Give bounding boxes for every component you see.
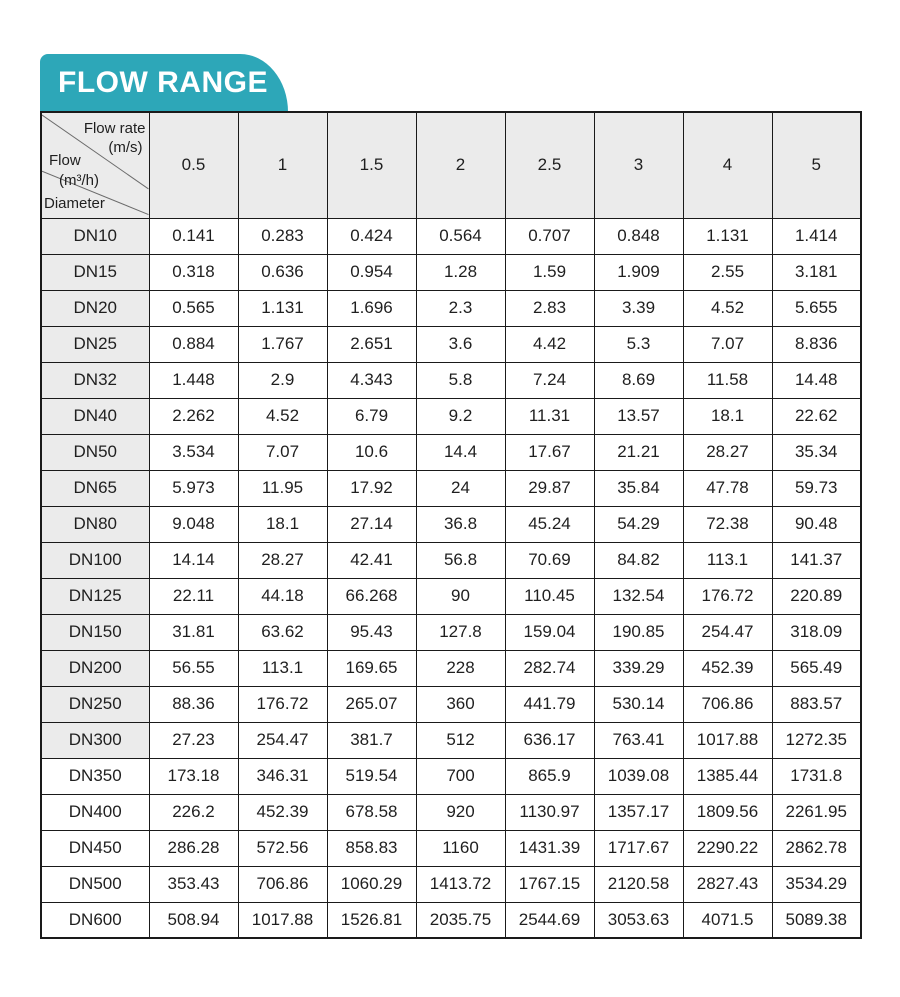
flow-value-cell: 2.262 bbox=[149, 398, 238, 434]
flow-value-cell: 18.1 bbox=[683, 398, 772, 434]
diameter-row-header: DN40 bbox=[41, 398, 149, 434]
flow-value-cell: 11.95 bbox=[238, 470, 327, 506]
diameter-row-header: DN200 bbox=[41, 650, 149, 686]
flow-value-cell: 1160 bbox=[416, 830, 505, 866]
flow-value-cell: 452.39 bbox=[238, 794, 327, 830]
flow-value-cell: 14.14 bbox=[149, 542, 238, 578]
flow-value-cell: 56.8 bbox=[416, 542, 505, 578]
flow-value-cell: 14.48 bbox=[772, 362, 861, 398]
flow-value-cell: 254.47 bbox=[683, 614, 772, 650]
flow-value-cell: 706.86 bbox=[238, 866, 327, 902]
diameter-row-header: DN500 bbox=[41, 866, 149, 902]
flow-value-cell: 47.78 bbox=[683, 470, 772, 506]
table-row bbox=[41, 794, 861, 830]
flow-value-cell: 2.55 bbox=[683, 254, 772, 290]
flow-value-cell: 5.973 bbox=[149, 470, 238, 506]
flow-value-cell: 572.56 bbox=[238, 830, 327, 866]
flow-value-cell: 282.74 bbox=[505, 650, 594, 686]
table-row bbox=[41, 506, 861, 542]
flow-value-cell: 920 bbox=[416, 794, 505, 830]
flow-value-cell: 865.9 bbox=[505, 758, 594, 794]
table-row bbox=[41, 902, 861, 938]
flow-value-cell: 0.318 bbox=[149, 254, 238, 290]
flow-rate-column-header: 1 bbox=[238, 112, 327, 218]
flow-rate-column-header: 2 bbox=[416, 112, 505, 218]
flow-value-cell: 176.72 bbox=[683, 578, 772, 614]
flow-value-cell: 6.79 bbox=[327, 398, 416, 434]
flow-value-cell: 4.52 bbox=[238, 398, 327, 434]
diameter-row-header: DN100 bbox=[41, 542, 149, 578]
table-row bbox=[41, 758, 861, 794]
flow-value-cell: 3.534 bbox=[149, 434, 238, 470]
flow-value-cell: 565.49 bbox=[772, 650, 861, 686]
diameter-label: Diameter bbox=[44, 194, 105, 212]
diameter-row-header: DN600 bbox=[41, 902, 149, 938]
flow-value-cell: 70.69 bbox=[505, 542, 594, 578]
diameter-row-header: DN250 bbox=[41, 686, 149, 722]
flow-value-cell: 858.83 bbox=[327, 830, 416, 866]
flow-value-cell: 190.85 bbox=[594, 614, 683, 650]
flow-rate-column-header: 4 bbox=[683, 112, 772, 218]
flow-value-cell: 176.72 bbox=[238, 686, 327, 722]
flow-value-cell: 2.9 bbox=[238, 362, 327, 398]
flow-range-banner bbox=[40, 54, 288, 112]
diameter-row-header: DN350 bbox=[41, 758, 149, 794]
flow-value-cell: 3.181 bbox=[772, 254, 861, 290]
table-row bbox=[41, 218, 861, 254]
flow-value-cell: 1.696 bbox=[327, 290, 416, 326]
flow-value-cell: 1357.17 bbox=[594, 794, 683, 830]
diameter-row-header: DN25 bbox=[41, 326, 149, 362]
table-row bbox=[41, 578, 861, 614]
flow-value-cell: 54.29 bbox=[594, 506, 683, 542]
flow-value-cell: 22.62 bbox=[772, 398, 861, 434]
flow-value-cell: 27.23 bbox=[149, 722, 238, 758]
flow-value-cell: 8.836 bbox=[772, 326, 861, 362]
flow-value-cell: 59.73 bbox=[772, 470, 861, 506]
flow-value-cell: 5.3 bbox=[594, 326, 683, 362]
flow-value-cell: 1.909 bbox=[594, 254, 683, 290]
table-row bbox=[41, 866, 861, 902]
flow-value-cell: 84.82 bbox=[594, 542, 683, 578]
table-row bbox=[41, 326, 861, 362]
flow-value-cell: 339.29 bbox=[594, 650, 683, 686]
flow-rate-column-header: 0.5 bbox=[149, 112, 238, 218]
flow-value-cell: 132.54 bbox=[594, 578, 683, 614]
flow-value-cell: 508.94 bbox=[149, 902, 238, 938]
diameter-row-header: DN50 bbox=[41, 434, 149, 470]
flow-value-cell: 21.21 bbox=[594, 434, 683, 470]
flow-value-cell: 0.424 bbox=[327, 218, 416, 254]
flow-value-cell: 1130.97 bbox=[505, 794, 594, 830]
flow-value-cell: 8.69 bbox=[594, 362, 683, 398]
flow-value-cell: 44.18 bbox=[238, 578, 327, 614]
flow-value-cell: 5.8 bbox=[416, 362, 505, 398]
flow-value-cell: 27.14 bbox=[327, 506, 416, 542]
flow-rate-column-header: 2.5 bbox=[505, 112, 594, 218]
flow-value-cell: 1731.8 bbox=[772, 758, 861, 794]
flow-value-cell: 2261.95 bbox=[772, 794, 861, 830]
flow-value-cell: 24 bbox=[416, 470, 505, 506]
flow-value-cell: 1017.88 bbox=[683, 722, 772, 758]
flow-value-cell: 1.767 bbox=[238, 326, 327, 362]
flow-value-cell: 90 bbox=[416, 578, 505, 614]
flow-value-cell: 0.564 bbox=[416, 218, 505, 254]
flow-value-cell: 0.707 bbox=[505, 218, 594, 254]
flow-value-cell: 2827.43 bbox=[683, 866, 772, 902]
flow-value-cell: 5089.38 bbox=[772, 902, 861, 938]
flow-value-cell: 700 bbox=[416, 758, 505, 794]
flow-value-cell: 286.28 bbox=[149, 830, 238, 866]
diameter-row-header: DN32 bbox=[41, 362, 149, 398]
flow-value-cell: 353.43 bbox=[149, 866, 238, 902]
flow-value-cell: 228 bbox=[416, 650, 505, 686]
flow-value-cell: 1.414 bbox=[772, 218, 861, 254]
flow-value-cell: 0.283 bbox=[238, 218, 327, 254]
flow-value-cell: 22.11 bbox=[149, 578, 238, 614]
flow-value-cell: 28.27 bbox=[683, 434, 772, 470]
flow-value-cell: 1039.08 bbox=[594, 758, 683, 794]
banner-title: FLOW RANGE bbox=[58, 66, 268, 99]
flow-value-cell: 1.59 bbox=[505, 254, 594, 290]
flow-value-cell: 1.28 bbox=[416, 254, 505, 290]
diameter-row-header: DN125 bbox=[41, 578, 149, 614]
flow-value-cell: 3.39 bbox=[594, 290, 683, 326]
flow-value-cell: 18.1 bbox=[238, 506, 327, 542]
flow-value-cell: 1767.15 bbox=[505, 866, 594, 902]
table-row bbox=[41, 542, 861, 578]
flow-value-cell: 7.24 bbox=[505, 362, 594, 398]
flow-value-cell: 1.131 bbox=[238, 290, 327, 326]
flow-value-cell: 2035.75 bbox=[416, 902, 505, 938]
flow-value-cell: 141.37 bbox=[772, 542, 861, 578]
flow-rate-column-header: 1.5 bbox=[327, 112, 416, 218]
flow-value-cell: 7.07 bbox=[238, 434, 327, 470]
flow-value-cell: 1431.39 bbox=[505, 830, 594, 866]
flow-value-cell: 636.17 bbox=[505, 722, 594, 758]
flow-value-cell: 220.89 bbox=[772, 578, 861, 614]
flow-value-cell: 1809.56 bbox=[683, 794, 772, 830]
diameter-row-header: DN450 bbox=[41, 830, 149, 866]
flow-value-cell: 763.41 bbox=[594, 722, 683, 758]
flow-value-cell: 36.8 bbox=[416, 506, 505, 542]
flow-value-cell: 72.38 bbox=[683, 506, 772, 542]
flow-rate-unit-label: (m/s) bbox=[108, 139, 143, 156]
flow-value-cell: 28.27 bbox=[238, 542, 327, 578]
flow-value-cell: 110.45 bbox=[505, 578, 594, 614]
flow-value-cell: 9.048 bbox=[149, 506, 238, 542]
table-row bbox=[41, 686, 861, 722]
diameter-row-header: DN300 bbox=[41, 722, 149, 758]
flow-value-cell: 127.8 bbox=[416, 614, 505, 650]
flow-value-cell: 2.651 bbox=[327, 326, 416, 362]
flow-value-cell: 226.2 bbox=[149, 794, 238, 830]
flow-value-cell: 265.07 bbox=[327, 686, 416, 722]
flow-value-cell: 11.31 bbox=[505, 398, 594, 434]
flow-value-cell: 42.41 bbox=[327, 542, 416, 578]
diameter-row-header: DN400 bbox=[41, 794, 149, 830]
flow-value-cell: 1272.35 bbox=[772, 722, 861, 758]
table-row bbox=[41, 434, 861, 470]
flow-value-cell: 95.43 bbox=[327, 614, 416, 650]
flow-value-cell: 0.884 bbox=[149, 326, 238, 362]
table-row bbox=[41, 650, 861, 686]
flow-value-cell: 56.55 bbox=[149, 650, 238, 686]
flow-value-cell: 4.52 bbox=[683, 290, 772, 326]
flow-value-cell: 35.84 bbox=[594, 470, 683, 506]
flow-value-cell: 9.2 bbox=[416, 398, 505, 434]
flow-value-cell: 35.34 bbox=[772, 434, 861, 470]
flow-value-cell: 173.18 bbox=[149, 758, 238, 794]
flow-value-cell: 1385.44 bbox=[683, 758, 772, 794]
flow-value-cell: 17.67 bbox=[505, 434, 594, 470]
flow-value-cell: 530.14 bbox=[594, 686, 683, 722]
table-row bbox=[41, 722, 861, 758]
flow-value-cell: 1.131 bbox=[683, 218, 772, 254]
flow-value-cell: 0.565 bbox=[149, 290, 238, 326]
flow-value-cell: 3534.29 bbox=[772, 866, 861, 902]
flow-value-cell: 4071.5 bbox=[683, 902, 772, 938]
table-row bbox=[41, 830, 861, 866]
header-row bbox=[41, 112, 861, 218]
flow-value-cell: 3.6 bbox=[416, 326, 505, 362]
diameter-row-header: DN80 bbox=[41, 506, 149, 542]
flow-value-cell: 2.3 bbox=[416, 290, 505, 326]
flow-value-cell: 17.92 bbox=[327, 470, 416, 506]
flow-value-cell: 452.39 bbox=[683, 650, 772, 686]
flow-value-cell: 2544.69 bbox=[505, 902, 594, 938]
flow-value-cell: 1413.72 bbox=[416, 866, 505, 902]
flow-value-cell: 1060.29 bbox=[327, 866, 416, 902]
flow-value-cell: 318.09 bbox=[772, 614, 861, 650]
flow-label: Flow bbox=[49, 152, 81, 169]
flow-value-cell: 360 bbox=[416, 686, 505, 722]
flow-value-cell: 113.1 bbox=[238, 650, 327, 686]
table-row bbox=[41, 290, 861, 326]
diameter-row-header: DN150 bbox=[41, 614, 149, 650]
flow-value-cell: 678.58 bbox=[327, 794, 416, 830]
diameter-row-header: DN10 bbox=[41, 218, 149, 254]
flow-value-cell: 10.6 bbox=[327, 434, 416, 470]
flow-value-cell: 11.58 bbox=[683, 362, 772, 398]
flow-value-cell: 1017.88 bbox=[238, 902, 327, 938]
table-row bbox=[41, 470, 861, 506]
flow-value-cell: 1526.81 bbox=[327, 902, 416, 938]
flow-value-cell: 3053.63 bbox=[594, 902, 683, 938]
flow-value-cell: 346.31 bbox=[238, 758, 327, 794]
flow-value-cell: 14.4 bbox=[416, 434, 505, 470]
flow-value-cell: 512 bbox=[416, 722, 505, 758]
flow-value-cell: 706.86 bbox=[683, 686, 772, 722]
flow-range-table bbox=[40, 111, 862, 939]
flow-value-cell: 66.268 bbox=[327, 578, 416, 614]
corner-cell bbox=[41, 112, 149, 218]
flow-value-cell: 2290.22 bbox=[683, 830, 772, 866]
flow-value-cell: 169.65 bbox=[327, 650, 416, 686]
flow-rate-column-header: 3 bbox=[594, 112, 683, 218]
diameter-row-header: DN65 bbox=[41, 470, 149, 506]
flow-value-cell: 113.1 bbox=[683, 542, 772, 578]
table-row bbox=[41, 254, 861, 290]
flow-value-cell: 0.954 bbox=[327, 254, 416, 290]
flow-value-cell: 381.7 bbox=[327, 722, 416, 758]
flow-value-cell: 4.343 bbox=[327, 362, 416, 398]
table-row bbox=[41, 398, 861, 434]
flow-value-cell: 441.79 bbox=[505, 686, 594, 722]
flow-value-cell: 2120.58 bbox=[594, 866, 683, 902]
flow-value-cell: 254.47 bbox=[238, 722, 327, 758]
flow-value-cell: 519.54 bbox=[327, 758, 416, 794]
flow-value-cell: 2.83 bbox=[505, 290, 594, 326]
flow-value-cell: 7.07 bbox=[683, 326, 772, 362]
flow-value-cell: 159.04 bbox=[505, 614, 594, 650]
flow-value-cell: 0.141 bbox=[149, 218, 238, 254]
flow-value-cell: 90.48 bbox=[772, 506, 861, 542]
table-row bbox=[41, 362, 861, 398]
flow-unit-label: (m³/h) bbox=[59, 172, 99, 189]
flow-value-cell: 0.848 bbox=[594, 218, 683, 254]
flow-rate-label: Flow rate bbox=[83, 120, 146, 137]
flow-value-cell: 88.36 bbox=[149, 686, 238, 722]
flow-value-cell: 5.655 bbox=[772, 290, 861, 326]
flow-value-cell: 883.57 bbox=[772, 686, 861, 722]
flow-value-cell: 1.448 bbox=[149, 362, 238, 398]
flow-value-cell: 0.636 bbox=[238, 254, 327, 290]
flow-value-cell: 2862.78 bbox=[772, 830, 861, 866]
flow-value-cell: 29.87 bbox=[505, 470, 594, 506]
flow-value-cell: 13.57 bbox=[594, 398, 683, 434]
flow-rate-column-header: 5 bbox=[772, 112, 861, 218]
table-row bbox=[41, 614, 861, 650]
flow-value-cell: 1717.67 bbox=[594, 830, 683, 866]
diameter-row-header: DN15 bbox=[41, 254, 149, 290]
flow-value-cell: 31.81 bbox=[149, 614, 238, 650]
flow-value-cell: 63.62 bbox=[238, 614, 327, 650]
flow-value-cell: 45.24 bbox=[505, 506, 594, 542]
diameter-row-header: DN20 bbox=[41, 290, 149, 326]
flow-value-cell: 4.42 bbox=[505, 326, 594, 362]
